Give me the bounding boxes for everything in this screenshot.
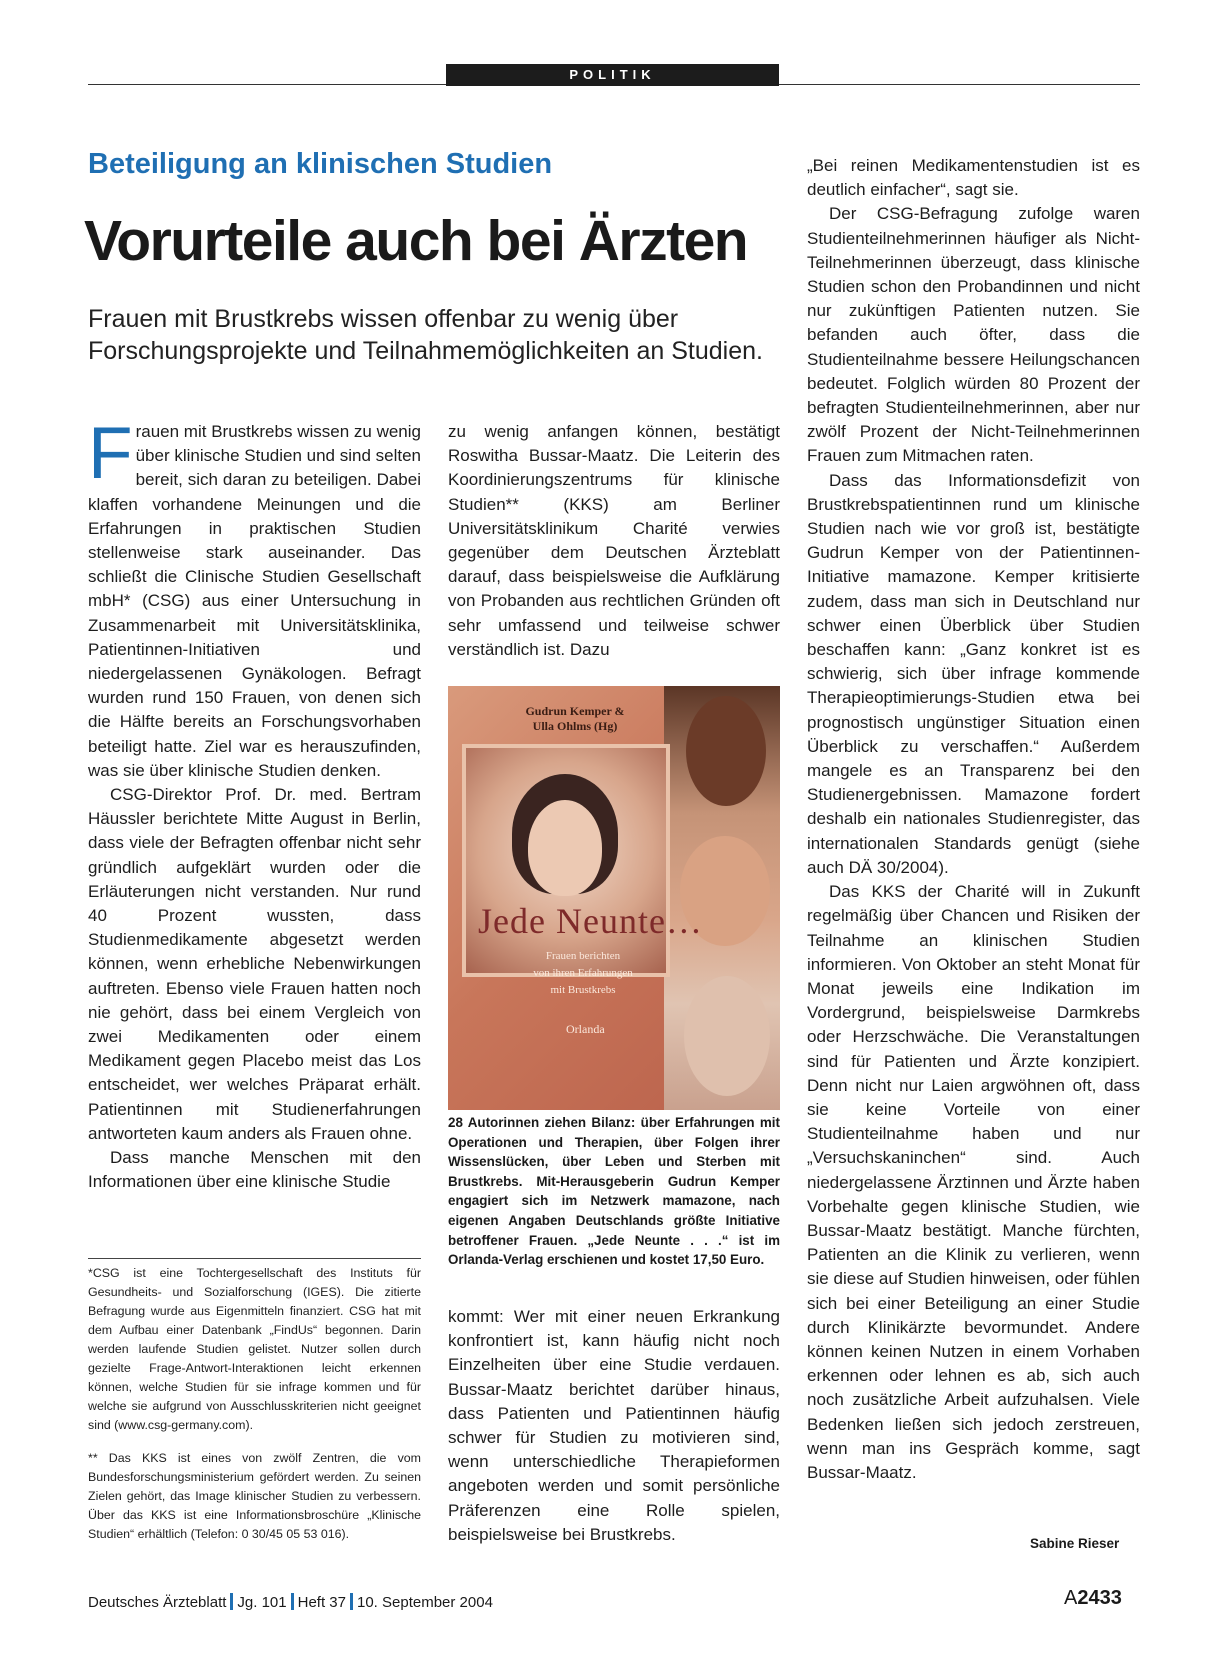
cover-title: Jede Neunte… bbox=[478, 901, 703, 941]
body-column-2-bottom bbox=[448, 1305, 780, 1557]
body-paragraph: Dass manche Menschen mit den Informationen über eine klinische Studie bbox=[88, 1148, 421, 1192]
footer-separator bbox=[350, 1593, 353, 1610]
body-paragraph: Der CSG-Befragung zufolge waren Studienteilnehmerinnen häufiger als Nicht-Teilnehmerinnen überzeugt, dass klinische Studien schon den Probandinnen und nicht nur zukünftigen Patienten nutzen. Sie befanden auch öfter, dass die Studienteilnahme bessere Heilungschancen bedeutet. Folglich würden 80 Prozent der befragten Studienteilnehmerinnen, aber nur zwölf Prozent der Nicht-Teilnehmerinnen Frauen zum Mitmachen raten. bbox=[807, 204, 1140, 466]
body-column-2-top bbox=[448, 420, 780, 668]
body-paragraph: „Bei reinen Medikamentenstudien ist es deutlich einfacher“, sagt sie. bbox=[807, 156, 1140, 200]
cover-face-1 bbox=[686, 696, 766, 806]
body-column-3 bbox=[807, 154, 1140, 1556]
body-paragraph: CSG-Direktor Prof. Dr. med. Bertram Häussler berichtete Mitte August in Berlin, dass viele der Befragten offenbar nicht sehr gründlich aufgeklärt wurden oder die Erläuterungen nicht verstanden. Nur rund 40 Prozent wussten, dass Studienmedikamente abgesetzt werden können, wenn erhebliche Nebenwirkungen auftreten. Ebenso viele Frauen hatten noch nie gehört, dass bei einem Vergleich von zwei Medikamenten oder einem Medikament gegen Placebo meist das Los entscheidet, wer welches Präparat erhält. Patientinnen mit Studienerfahrungen antworteten kaum anders als Frauen ohne. bbox=[88, 785, 421, 1143]
body-column-1 bbox=[88, 420, 421, 1240]
journal-name: Deutsches Ärzteblatt bbox=[88, 1594, 227, 1611]
book-cover-photo bbox=[448, 686, 780, 1110]
footnote-1: *CSG ist eine Tochtergesellschaft des Instituts für Gesundheits- und Sozialforschung (IGES). Die zitierte Befragung wurde aus Eigenmitteln finanziert. CSG hat mit dem Aufbau einer Datenbank „FindUs“ begonnen. Darin werden laufende Studien gelistet. Nutzer sollen durch gezielte Frage-Antwort-Interaktionen leicht erkennen können, welche Studien für sie infrage kommen und für welche sie aufgrund von Ausschlusskriterien nicht geeignet sind (www.csg-germany.com). bbox=[88, 1266, 421, 1432]
cover-subtitle: Frauen berichten von ihren Erfahrungen mit Brustkrebs bbox=[533, 950, 633, 996]
cover-portrait-frame bbox=[462, 744, 670, 977]
body-paragraph: Das KKS der Charité will in Zukunft regelmäßig über Chancen und Risiken der Teilnahme an klinischen Studien informieren. Von Oktober an steht Monat für Monat jeweils eine Indikation im Vordergrund, beispielsweise Darmkrebs oder Herzschwäche. Die Veranstaltungen sind für Patienten und Ärzte konzipiert. Denn nicht nur Laien argwöhnen oft, dass sie keine Vorteile von einer Studienteilnahme haben und nur „Versuchskaninchen“ sind. Auch niedergelassene Ärztinnen und Ärzte haben Vorbehalte gegen klinische Studien, wie Bussar-Maatz bestätigt. Manche fürchten, Patienten an die Klinik zu verlieren, wenn sie diese auf Studien hinweisen, oder fühlen sich bei einer Beteiligung an einer Studie durch Klinikärzte bevormundet. Andere können keinen Nutzen in einem Vorhaben erkennen oder lehnen es ab, sich auch noch zusätzliche Arbeit aufzuhalsen. Viele Bedenken ließen sich jedoch zerstreuen, wenn man ins Gespräch komme, sagt Bussar-Maatz. bbox=[807, 882, 1140, 1482]
body-paragraph: kommt: Wer mit einer neuen Erkrankung konfrontiert ist, kann häufig nicht noch Einzelheiten über eine Studie verdauen. Bussar-Maatz berichtet darüber hinaus, dass Patienten und Patientinnen häufig schwer für Studien zu motivieren sind, wenn unterschiedliche Therapieformen angeboten werden und somit persönliche Präferenzen eine Rolle spielen, beispielsweise bei Brustkrebs. bbox=[448, 1307, 780, 1544]
cover-authors: Gudrun Kemper & Ulla Ohlms (Hg) bbox=[525, 704, 625, 733]
footnotes bbox=[88, 1264, 421, 1558]
footer-separator bbox=[230, 1593, 233, 1610]
image-caption: 28 Autorinnen ziehen Bilanz: über Erfahrungen mit Operationen und Therapien, über Folgen ihrer Wissenslücken, über Leben und Sterben mit Brustkrebs. Mit-Herausgeberin Gudrun Kemper engagiert sich im Netzwerk mamazone, nach eigenen Angaben Deutschlands größte Initiative betroffener Frauen. „Jede Neunte . . .“ ist im Orlanda-Verlag erschienen und kostet 17,50 Euro. bbox=[448, 1115, 780, 1268]
article-headline: Vorurteile auch bei Ärzten bbox=[84, 209, 748, 273]
body-paragraph: Frauen mit Brustkrebs wissen zu wenig über klinische Studien und sind selten bereit, sich daran zu beteiligen. Dabei klaffen vorhandene Meinungen und die Erfahrungen in praktischen Studien stellenweise stark auseinander. Das schließt die Clinische Studien Gesellschaft mbH* (CSG) aus einer Untersuchung in Zusammenarbeit mit Universitätsklinika, Patientinnen-Initiativen und niedergelassenen Gynäkologen. Befragt wurden rund 150 Frauen, von denen sich die Hälfte bereits an Forschungsvorhaben beteiligt hatte. Ziel war es herauszufinden, was sie über klinische Studien denken. bbox=[88, 420, 421, 780]
article-deck: Frauen mit Brustkrebs wissen offenbar zu wenig über Forschungsprojekte und Teilnahmemöglichkeiten an Studien. bbox=[88, 305, 763, 365]
body-paragraph: Dass das Informationsdefizit von Brustkrebspatientinnen rund um klinische Studien nach wie vor groß ist, bestätigte Gudrun Kemper von der Patientinnen-Initiative mamazone. Kemper kritisierte zudem, dass man sich in Deutschland nur schwer einen Überblick über Studien beschaffen kann: „Ganz konkret ist es schwierig, sich über infrage kommende Therapieoptimierungs-Studien etwa bei prognostisch ungünstiger Situation einen Überblick zu verschaffen.“ Außerdem mangele es an Transparenz bei den Studienergebnissen. Mamazone fordert deshalb ein nationales Studienregister, das internationalen Standards genügt (siehe auch DÄ 30/2004). bbox=[807, 470, 1140, 877]
footnote-2: ** Das KKS ist eines von zwölf Zentren, die vom Bundesforschungsministerium gefördert werden. Zu seinen Zielen gehört, das Image klinischer Studien zu verbessern. Über das KKS ist eine Informationsbroschüre „Klinische Studien“ erhältlich (Telefon: 0 30/45 05 53 016). bbox=[88, 1451, 421, 1541]
page-footer bbox=[88, 1593, 493, 1611]
body-paragraph: zu wenig anfangen können, bestätigt Roswitha Bussar-Maatz. Die Leiterin des Koordinierungszentrums für klinische Studien** (KKS) am Berliner Universitätsklinikum Charité verwies gegenüber dem Deutschen Ärzteblatt darauf, dass beispielsweise die Aufklärung von Probanden aus rechtlichen Gründen oft sehr umfassend und teilweise schwer verständlich ist. Dazu bbox=[448, 422, 780, 659]
drop-cap: F bbox=[88, 420, 133, 494]
cover-face-3 bbox=[684, 976, 770, 1096]
issue-date: 10. September 2004 bbox=[357, 1594, 493, 1611]
section-label: POLITIK bbox=[446, 64, 779, 86]
article-kicker: Beteiligung an klinischen Studien bbox=[88, 148, 553, 180]
journal-issue: Heft 37 bbox=[297, 1594, 346, 1611]
page-number: A2433 bbox=[1064, 1587, 1122, 1609]
cover-publisher: Orlanda bbox=[566, 1022, 605, 1036]
journal-volume: Jg. 101 bbox=[237, 1594, 287, 1611]
footer-separator bbox=[291, 1593, 294, 1610]
footnote-rule bbox=[88, 1258, 421, 1259]
portrait-face bbox=[528, 800, 602, 896]
author-signature: Sabine Rieser bbox=[1030, 1536, 1120, 1551]
